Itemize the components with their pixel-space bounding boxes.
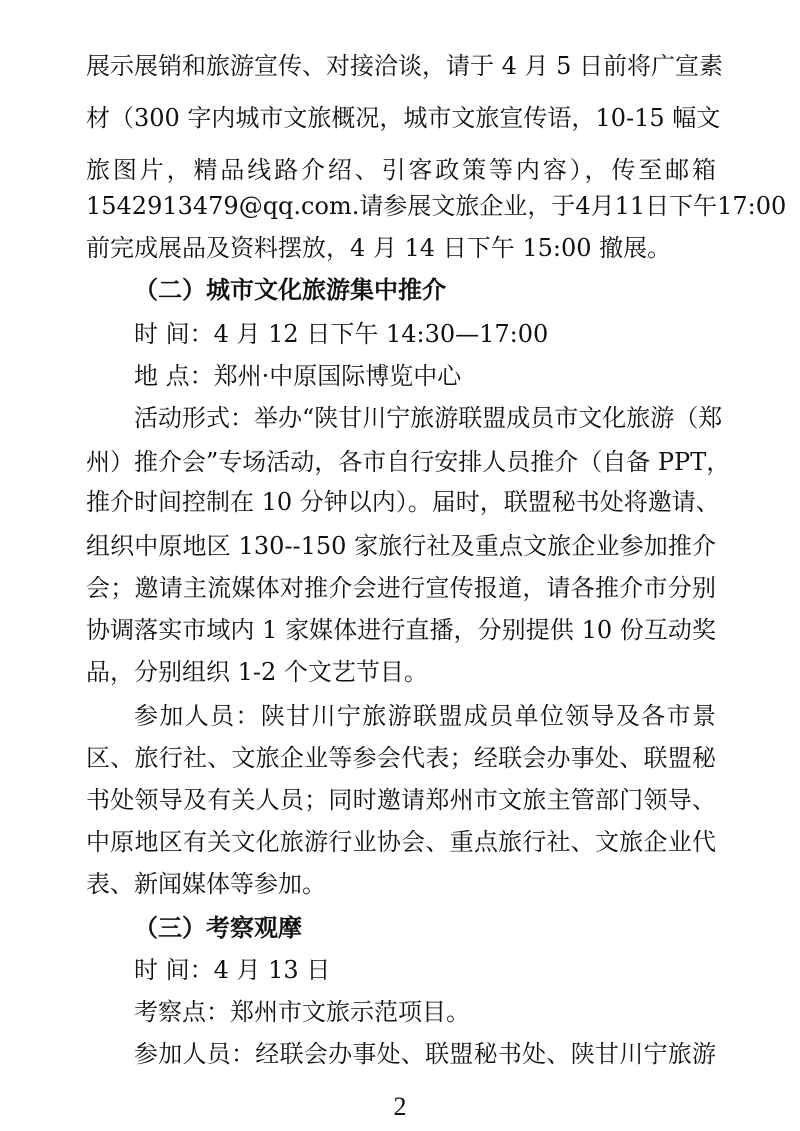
text-line-3: 旅图片，精品线路介绍、引客政策等内容），传至邮箱 xyxy=(86,156,716,184)
participants-line: 参加人员：陕甘川宁旅游联盟成员单位领导及各市景 xyxy=(134,702,716,730)
page-number: 2 xyxy=(393,1092,407,1121)
text-line-13: 会；邀请主流媒体对推介会进行宣传报道，请各推介市分别 xyxy=(86,574,716,602)
section-heading-3: （三）考察观摩 xyxy=(134,913,302,942)
text-line-15: 品，分别组织 1-2 个文艺节目。 xyxy=(86,658,428,686)
text-line-11: 推介时间控制在 10 分钟以内）。届时，联盟秘书处将邀请、 xyxy=(86,488,720,516)
location-line: 地 点：郑州·中原国际博览中心 xyxy=(134,362,462,390)
time-line: 时 间：4 月 12 日下午 14:30—17:00 xyxy=(134,320,549,348)
inspection-time-line: 时 间：4 月 13 日 xyxy=(134,956,331,984)
text-line-2: 材（300 字内城市文旅概况，城市文旅宣传语，10-15 幅文 xyxy=(86,104,721,132)
activity-form-line: 活动形式：举办“陕甘川宁旅游联盟成员市文化旅游（郑 xyxy=(134,404,723,432)
text-line-19: 中原地区有关文化旅游行业协会、重点旅行社、文旅企业代 xyxy=(86,828,716,856)
text-line-12: 组织中原地区 130--150 家旅行社及重点文旅企业参加推介 xyxy=(86,532,716,560)
text-line-18: 书处领导及有关人员；同时邀请郑州市文旅主管部门领导、 xyxy=(86,786,716,814)
text-line-1: 展示展销和旅游宣传、对接洽谈，请于 4 月 5 日前将广宣素 xyxy=(86,52,724,80)
text-line-14: 协调落实市域内 1 家媒体进行直播，分别提供 10 份互动奖 xyxy=(86,616,716,644)
text-line-10: 州）推介会”专场活动，各市自行安排人员推介（自备 PPT， xyxy=(86,448,731,476)
section-heading-2: （二）城市文化旅游集中推介 xyxy=(134,275,446,304)
text-line-4: 1542913479@qq.com.请参展文旅企业，于4月11日下午17:00 xyxy=(86,192,787,220)
text-line-17: 区、旅行社、文旅企业等参会代表；经联会办事处、联盟秘 xyxy=(86,744,716,772)
text-line-20: 表、新闻媒体等参加。 xyxy=(86,870,326,898)
inspection-participants-line: 参加人员：经联会办事处、联盟秘书处、陕甘川宁旅游 xyxy=(134,1040,716,1068)
text-line-5: 前完成展品及资料摆放，4 月 14 日下午 15:00 撤展。 xyxy=(86,234,672,262)
inspection-site-line: 考察点：郑州市文旅示范项目。 xyxy=(134,998,470,1026)
